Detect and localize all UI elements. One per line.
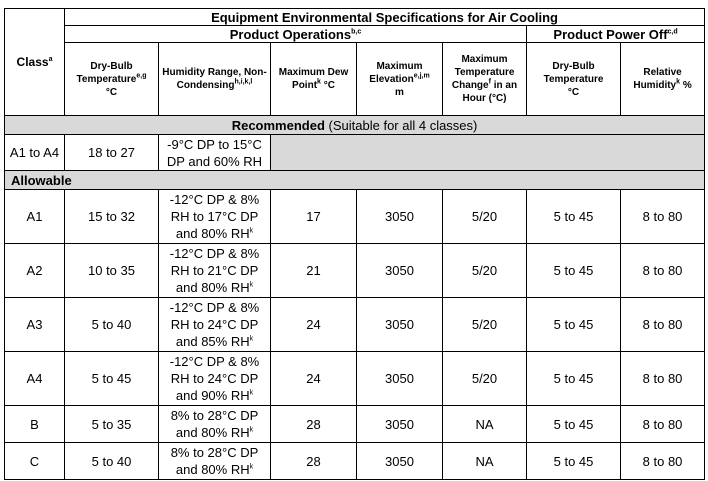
table-cell: 8 to 80 (621, 244, 705, 298)
table-cell: A1 (5, 190, 65, 244)
table-cell: 8 to 80 (621, 190, 705, 244)
table-cell: 8 to 80 (621, 406, 705, 443)
table-row (5, 190, 705, 244)
col-dry-bulb: Dry-Bulb Temperature$^{e,g}$ °C (65, 43, 159, 116)
table-cell: -12°C DP & 8% RH to 24°C DP and 90% $RH^k$ (159, 352, 271, 406)
table-cell: 3050 (357, 406, 443, 443)
table-cell: -12°C DP & 8% RH to 17°C DP and 80% $RH^k$ (159, 190, 271, 244)
table-cell: B (5, 406, 65, 443)
table-cell: 8 to 80 (621, 298, 705, 352)
recommended-band: Recommended (Suitable for all 4 classes) (5, 116, 705, 135)
table-cell: 5 to 45 (527, 406, 621, 443)
table-cell: 5 to 45 (527, 298, 621, 352)
table-cell: 3050 (357, 298, 443, 352)
col-off-rh: Relative Humidity$^k$ % (621, 43, 705, 116)
table-cell: 5 to 45 (527, 443, 621, 480)
table-cell: -12°C DP & 8% RH to 24°C DP and 85% $RH^k$ (159, 298, 271, 352)
group-product-power-off: Product Power Off$^{c,d}$ (527, 26, 705, 43)
table-cell: 8 to 80 (621, 352, 705, 406)
table-row (5, 298, 705, 352)
group-product-operations: Product Operations$^{b,c}$ (65, 26, 527, 43)
col-humidity-range: Humidity Range, Non-Condensing$^{h,i,k,l}$ (159, 43, 271, 116)
col-temp-change: Maximum Temperature Change$^f$ in an Hour (°C) (443, 43, 527, 116)
table-cell: 10 to 35 (65, 244, 159, 298)
table-cell: 15 to 32 (65, 190, 159, 244)
spec-table (4, 8, 705, 480)
table-cell: 8% to 28°C DP and 80% $RH^k$ (159, 443, 271, 480)
table-cell: 5/20 (443, 190, 527, 244)
table-cell: 5/20 (443, 298, 527, 352)
recommended-empty (271, 135, 705, 171)
table-cell: NA (443, 443, 527, 480)
table-cell: 5 to 40 (65, 298, 159, 352)
table-cell: 28 (271, 406, 357, 443)
table-cell: 5 to 35 (65, 406, 159, 443)
table-cell: 8% to 28°C DP and 80% $RH^k$ (159, 406, 271, 443)
table-cell: 5/20 (443, 244, 527, 298)
table-cell: 5 to 40 (65, 443, 159, 480)
table-cell: 17 (271, 190, 357, 244)
table-row (5, 352, 705, 406)
col-off-dry-bulb: Dry-Bulb Temperature °C (527, 43, 621, 116)
table-cell: 21 (271, 244, 357, 298)
table-cell: A3 (5, 298, 65, 352)
table-cell: 5 to 45 (527, 352, 621, 406)
table-cell: NA (443, 406, 527, 443)
col-elevation: Maximum Elevation$^{e,j,m}$ m (357, 43, 443, 116)
recommended-class: A1 to A4 (5, 135, 65, 171)
table-cell: 5/20 (443, 352, 527, 406)
table-cell: A4 (5, 352, 65, 406)
table-title: Equipment Environmental Specifications for Air Cooling (65, 9, 705, 26)
table-cell: 24 (271, 352, 357, 406)
table-cell: 28 (271, 443, 357, 480)
table-cell: 5 to 45 (527, 190, 621, 244)
table-row (5, 244, 705, 298)
table-row (5, 443, 705, 480)
recommended-humidity: -9°C DP to 15°C DP and 60% RH (159, 135, 271, 171)
table-cell: 3050 (357, 443, 443, 480)
col-dew-point: Maximum Dew Point$^k$ °C (271, 43, 357, 116)
table-cell: 5 to 45 (527, 244, 621, 298)
allowable-band: Allowable (5, 171, 705, 190)
table-cell: C (5, 443, 65, 480)
table-cell: 3050 (357, 244, 443, 298)
class-header: Class$^a$ (5, 9, 65, 116)
table-cell: 3050 (357, 190, 443, 244)
recommended-dry-bulb: 18 to 27 (65, 135, 159, 171)
table-cell: -12°C DP & 8% RH to 21°C DP and 80% $RH^k$ (159, 244, 271, 298)
table-cell: 5 to 45 (65, 352, 159, 406)
table-cell: 8 to 80 (621, 443, 705, 480)
table-cell: A2 (5, 244, 65, 298)
table-row (5, 406, 705, 443)
table-cell: 3050 (357, 352, 443, 406)
table-cell: 24 (271, 298, 357, 352)
